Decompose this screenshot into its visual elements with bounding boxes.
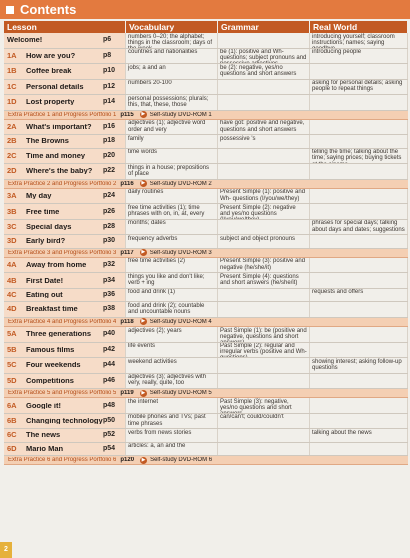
lesson-row bbox=[4, 327, 408, 343]
lesson-title: Coffee break bbox=[26, 68, 72, 75]
grammar-cell: possessive 's bbox=[218, 135, 310, 147]
lesson-page: p26 bbox=[103, 207, 116, 215]
lesson-title: How are you? bbox=[26, 52, 76, 59]
grammar-cell bbox=[218, 80, 310, 95]
lesson-page: p24 bbox=[103, 192, 116, 200]
real-world-cell bbox=[310, 95, 408, 110]
lesson-row bbox=[4, 189, 408, 205]
grammar-cell bbox=[218, 289, 310, 301]
grammar-cell bbox=[218, 33, 310, 48]
vocabulary-cell: verbs from news stories bbox=[126, 429, 218, 441]
arrow-right-icon: ▶ bbox=[141, 180, 146, 187]
vocabulary-cell: the internet bbox=[126, 398, 218, 413]
lesson-title: Away from home bbox=[26, 262, 87, 269]
lesson-number: 4A bbox=[7, 260, 17, 270]
lesson-cell[interactable] bbox=[4, 443, 126, 455]
lesson-number: 6C bbox=[7, 430, 17, 440]
lesson-cell[interactable] bbox=[4, 429, 126, 441]
lesson-page: p48 bbox=[103, 401, 116, 409]
lesson-cell[interactable] bbox=[4, 374, 126, 389]
grammar-cell: can/can't; could/couldn't bbox=[218, 414, 310, 429]
grammar-cell: Present Simple (4): questions and short answers (he/she/it) bbox=[218, 273, 310, 288]
real-world-cell: introducing people bbox=[310, 49, 408, 64]
lesson-page: p16 bbox=[103, 122, 116, 130]
lesson-cell[interactable] bbox=[4, 149, 126, 164]
lesson-page: p44 bbox=[103, 361, 116, 369]
lesson-cell[interactable] bbox=[4, 164, 126, 179]
dvd-rom-link[interactable]: Self-study DVD-ROM 5 bbox=[149, 390, 212, 397]
grammar-cell: Present Simple (3): positive and negative (he/she/it) bbox=[218, 258, 310, 273]
lesson-number: 6A bbox=[7, 400, 17, 410]
lesson-page: p40 bbox=[103, 330, 116, 338]
vocabulary-cell: things you like and don't like; verb + ing bbox=[126, 273, 218, 288]
lesson-title: First Date! bbox=[26, 277, 64, 284]
page-number: 2 bbox=[0, 542, 12, 558]
lesson-cell[interactable] bbox=[4, 80, 126, 95]
lesson-cell[interactable] bbox=[4, 120, 126, 135]
lesson-cell[interactable] bbox=[4, 135, 126, 147]
grammar-cell: have got: positive and negative, questions and short answers bbox=[218, 120, 310, 135]
real-world-cell bbox=[310, 443, 408, 455]
real-world-cell bbox=[310, 135, 408, 147]
contents-table bbox=[4, 21, 408, 465]
lesson-cell[interactable] bbox=[4, 235, 126, 247]
grammar-cell bbox=[218, 95, 310, 110]
lesson-number: 1D bbox=[7, 97, 17, 107]
lesson-row bbox=[4, 95, 408, 111]
extra-practice-row bbox=[4, 318, 408, 327]
lesson-page: p34 bbox=[103, 276, 116, 284]
lesson-title: Famous films bbox=[26, 346, 75, 353]
lesson-number: 6B bbox=[7, 416, 17, 426]
vocabulary-cell: frequency adverbs bbox=[126, 235, 218, 247]
lesson-title: Early bird? bbox=[26, 238, 66, 245]
table-header bbox=[4, 21, 408, 33]
grammar-cell: be (1): positive and Wh- questions; subject pronouns and bbox=[218, 49, 310, 64]
vocabulary-cell: countries and nationalities bbox=[126, 49, 218, 64]
vocabulary-cell: free time activities (1); time phrases with on, in, at, every bbox=[126, 204, 218, 219]
dvd-rom-link[interactable]: Self-study DVD-ROM 2 bbox=[149, 180, 212, 187]
lesson-number: 6D bbox=[7, 443, 17, 453]
lesson-number: 5C bbox=[7, 360, 17, 370]
extra-practice-row bbox=[4, 180, 408, 189]
lesson-title: Lost property bbox=[26, 99, 75, 106]
extra-practice-row bbox=[4, 389, 408, 398]
dvd-rom-link[interactable]: Self-study DVD-ROM 1 bbox=[149, 111, 212, 118]
lesson-cell[interactable] bbox=[4, 49, 126, 64]
real-world-cell: phrases for special days; talking about days and dates; suggestions bbox=[310, 220, 408, 235]
lesson-page: p28 bbox=[103, 223, 116, 231]
lesson-page: p30 bbox=[103, 237, 116, 245]
lesson-page: p20 bbox=[103, 151, 116, 159]
lesson-number: 2A bbox=[7, 121, 17, 131]
grammar-cell: Past Simple (2): regular and irregular verbs (positive and Wh- bbox=[218, 343, 310, 358]
lesson-row bbox=[4, 358, 408, 374]
grammar-cell bbox=[218, 374, 310, 389]
extra-practice-label: Extra Practice 4 and Progress Portfolio 4 bbox=[8, 318, 117, 325]
lesson-number: 4C bbox=[7, 290, 17, 300]
lesson-row bbox=[4, 343, 408, 359]
lesson-row bbox=[4, 80, 408, 96]
lesson-cell[interactable] bbox=[4, 358, 126, 373]
lesson-number: 1C bbox=[7, 81, 17, 91]
lesson-cell[interactable] bbox=[4, 220, 126, 235]
lesson-number: 1B bbox=[7, 66, 17, 76]
real-world-cell bbox=[310, 164, 408, 179]
lesson-row bbox=[4, 429, 408, 442]
lesson-number: 5D bbox=[7, 375, 17, 385]
arrow-right-icon: ▶ bbox=[141, 456, 146, 463]
grammar-cell bbox=[218, 443, 310, 455]
vocabulary-cell: daily routines bbox=[126, 189, 218, 204]
grammar-cell bbox=[218, 149, 310, 164]
vocabulary-cell: numbers 20-100 bbox=[126, 80, 218, 95]
vocabulary-cell: adjectives (3); adjectives with very, really, quite, too bbox=[126, 374, 218, 389]
vocabulary-cell: free time activities (2) bbox=[126, 258, 218, 273]
extra-practice-label: Extra Practice 6 and Progress Portfolio 6 bbox=[8, 457, 117, 464]
contents-title-bar bbox=[0, 0, 410, 19]
vocabulary-cell: family bbox=[126, 135, 218, 147]
real-world-cell: talking about the news bbox=[310, 429, 408, 441]
lesson-number: 2B bbox=[7, 136, 17, 146]
lesson-row bbox=[4, 149, 408, 165]
lesson-cell[interactable] bbox=[4, 64, 126, 79]
real-world-cell bbox=[310, 189, 408, 204]
lesson-title: The Browns bbox=[26, 138, 69, 145]
lesson-number: 5A bbox=[7, 329, 17, 339]
vocabulary-cell: articles: a, an and the bbox=[126, 443, 218, 455]
lesson-page: p10 bbox=[103, 67, 116, 75]
lesson-number: 4D bbox=[7, 304, 17, 314]
vocabulary-cell: food and drink (1) bbox=[126, 289, 218, 301]
lesson-title: The news bbox=[26, 432, 61, 439]
real-world-cell: showing interest; asking follow-up questions bbox=[310, 358, 408, 373]
lesson-row bbox=[4, 258, 408, 274]
lesson-row bbox=[4, 374, 408, 390]
lesson-cell[interactable] bbox=[4, 33, 126, 48]
real-world-cell bbox=[310, 398, 408, 413]
extra-practice-label: Extra Practice 5 and Progress Portfolio 5 bbox=[8, 390, 117, 397]
lesson-title: Breakfast time bbox=[26, 306, 78, 313]
lesson-page: p36 bbox=[103, 291, 116, 299]
lesson-row bbox=[4, 220, 408, 236]
lesson-page: p12 bbox=[103, 82, 116, 90]
lesson-cell[interactable] bbox=[4, 327, 126, 342]
real-world-cell: telling the time; talking about the time; saying prices; buying tickets bbox=[310, 149, 408, 164]
dvd-rom-link[interactable]: Self-study DVD-ROM 6 bbox=[150, 457, 213, 464]
extra-practice-page: p115 bbox=[120, 111, 134, 118]
lesson-cell[interactable] bbox=[4, 273, 126, 288]
lesson-row bbox=[4, 273, 408, 289]
grammar-cell bbox=[218, 302, 310, 317]
real-world-cell: asking for personal details; asking people to repeat things bbox=[310, 80, 408, 95]
lesson-number: 3C bbox=[7, 222, 17, 232]
vocabulary-cell: food and drink (2); countable and uncountable nouns bbox=[126, 302, 218, 317]
real-world-cell bbox=[310, 302, 408, 317]
extra-practice-label: Extra Practice 3 and Progress Portfolio 3 bbox=[8, 249, 117, 256]
real-world-cell bbox=[310, 374, 408, 389]
real-world-cell bbox=[310, 120, 408, 135]
grammar-cell: Past Simple (1): be (positive and negative, questions and short bbox=[218, 327, 310, 342]
lesson-cell[interactable] bbox=[4, 302, 126, 317]
real-world-cell bbox=[310, 258, 408, 273]
header-real-world: Real World bbox=[310, 21, 408, 33]
lesson-number: 1A bbox=[7, 50, 17, 60]
extra-practice-page: p117 bbox=[120, 249, 134, 256]
lesson-cell[interactable] bbox=[4, 204, 126, 219]
lesson-title: Eating out bbox=[26, 292, 63, 299]
real-world-cell bbox=[310, 64, 408, 79]
arrow-right-icon: ▶ bbox=[141, 249, 146, 256]
lesson-title: What's important? bbox=[26, 123, 92, 131]
lesson-page: p50 bbox=[103, 417, 116, 425]
lesson-row bbox=[4, 49, 408, 65]
header-lesson: Lesson bbox=[4, 21, 126, 33]
extra-practice-page: p118 bbox=[120, 318, 134, 325]
vocabulary-cell: weekend activities bbox=[126, 358, 218, 373]
grammar-cell: subject and object pronouns bbox=[218, 235, 310, 247]
page-title: Contents bbox=[20, 2, 77, 17]
dvd-rom-link[interactable]: Self-study DVD-ROM 3 bbox=[149, 249, 212, 256]
real-world-cell: requests and offers bbox=[310, 289, 408, 301]
grammar-cell bbox=[218, 164, 310, 179]
lesson-row bbox=[4, 398, 408, 414]
extra-practice-page: p116 bbox=[120, 180, 134, 187]
lesson-page: p54 bbox=[103, 444, 116, 452]
grammar-cell bbox=[218, 358, 310, 373]
vocabulary-cell: things in a house; prepositions of place bbox=[126, 164, 218, 179]
lesson-title: Four weekends bbox=[26, 362, 81, 369]
lesson-number: 3B bbox=[7, 206, 17, 216]
lesson-number: 3A bbox=[7, 191, 17, 201]
lesson-page: p46 bbox=[103, 376, 116, 384]
lesson-cell[interactable] bbox=[4, 189, 126, 204]
lesson-cell[interactable] bbox=[4, 343, 126, 358]
lesson-cell[interactable] bbox=[4, 289, 126, 301]
vocabulary-cell: mobile phones and TVs; past time phrases bbox=[126, 414, 218, 429]
lesson-row bbox=[4, 120, 408, 136]
lesson-row bbox=[4, 289, 408, 302]
lesson-title: Special days bbox=[26, 224, 72, 231]
lesson-page: p14 bbox=[103, 98, 116, 106]
arrow-right-icon: ▶ bbox=[141, 111, 146, 118]
lesson-page: p6 bbox=[103, 36, 112, 44]
extra-practice-row bbox=[4, 456, 408, 465]
lesson-page: p52 bbox=[103, 431, 116, 439]
lesson-row bbox=[4, 302, 408, 318]
lesson-row bbox=[4, 414, 408, 430]
real-world-cell bbox=[310, 327, 408, 342]
lesson-row bbox=[4, 204, 408, 220]
lesson-title: My day bbox=[26, 193, 52, 200]
grammar-cell bbox=[218, 429, 310, 441]
real-world-cell bbox=[310, 204, 408, 219]
lesson-title: Where's the baby? bbox=[26, 168, 93, 175]
lesson-page: p32 bbox=[103, 261, 116, 269]
real-world-cell bbox=[310, 273, 408, 288]
arrow-right-icon: ▶ bbox=[141, 389, 146, 396]
extra-practice-row bbox=[4, 249, 408, 258]
lesson-row bbox=[4, 64, 408, 80]
title-square-icon bbox=[6, 6, 14, 14]
real-world-cell: introducing yourself; classroom instructions; names; saying bbox=[310, 33, 408, 48]
dvd-rom-link[interactable]: Self-study DVD-ROM 4 bbox=[149, 318, 212, 325]
grammar-cell: be (2): negative, yes/no questions and short answers bbox=[218, 64, 310, 79]
arrow-right-icon: ▶ bbox=[141, 318, 146, 325]
vocabulary-cell: life events bbox=[126, 343, 218, 358]
grammar-cell: Present Simple (2): negative and yes/no questions bbox=[218, 204, 310, 219]
lesson-title: Changing technology bbox=[26, 418, 103, 425]
table-body bbox=[4, 33, 408, 465]
lesson-title: Mario Man bbox=[26, 445, 64, 452]
real-world-cell bbox=[310, 343, 408, 358]
vocabulary-cell: months; dates bbox=[126, 220, 218, 235]
extra-practice-label: Extra Practice 2 and Progress Portfolio 2 bbox=[8, 180, 117, 187]
lesson-row bbox=[4, 235, 408, 248]
grammar-cell: Present Simple (1): positive and Wh- questions (I/you/we/they) bbox=[218, 189, 310, 204]
lesson-title: Competitions bbox=[26, 377, 74, 384]
lesson-title: Personal details bbox=[26, 83, 84, 90]
vocabulary-cell: personal possessions; plurals; this, that, these, those bbox=[126, 95, 218, 110]
lesson-title: Google it! bbox=[26, 402, 61, 409]
vocabulary-cell: time words bbox=[126, 149, 218, 164]
lesson-number: 2D bbox=[7, 166, 17, 176]
lesson-title: Three generations bbox=[26, 331, 92, 338]
vocabulary-cell: adjectives (2); years bbox=[126, 327, 218, 342]
lesson-row bbox=[4, 33, 408, 49]
lesson-number: 4B bbox=[7, 275, 17, 285]
vocabulary-cell: adjectives (1); adjective word order and very bbox=[126, 120, 218, 135]
lesson-page: p42 bbox=[103, 345, 116, 353]
lesson-number: 2C bbox=[7, 150, 17, 160]
real-world-cell bbox=[310, 235, 408, 247]
extra-practice-row bbox=[4, 111, 408, 120]
lesson-row bbox=[4, 164, 408, 180]
lesson-row bbox=[4, 443, 408, 456]
vocabulary-cell: numbers 0–20; the alphabet; things in the classroom; days of bbox=[126, 33, 218, 48]
lesson-cell[interactable] bbox=[4, 258, 126, 273]
lesson-number: 5B bbox=[7, 344, 17, 354]
lesson-row bbox=[4, 135, 408, 148]
lesson-title: Time and money bbox=[26, 152, 86, 159]
lesson-page: p38 bbox=[103, 305, 116, 313]
lesson-cell[interactable] bbox=[4, 95, 126, 110]
real-world-cell bbox=[310, 414, 408, 429]
extra-practice-page: p119 bbox=[120, 390, 134, 397]
grammar-cell bbox=[218, 220, 310, 235]
extra-practice-page: p120 bbox=[120, 457, 135, 464]
lesson-title: Welcome! bbox=[7, 37, 43, 44]
lesson-number: 3D bbox=[7, 236, 17, 246]
lesson-page: p18 bbox=[103, 137, 116, 145]
lesson-cell[interactable] bbox=[4, 414, 126, 429]
header-vocabulary: Vocabulary bbox=[126, 21, 218, 33]
lesson-page: p22 bbox=[103, 167, 116, 175]
lesson-title: Free time bbox=[26, 208, 60, 215]
grammar-cell: Past Simple (3): negative, yes/no questions and short bbox=[218, 398, 310, 413]
extra-practice-label: Extra Practice 1 and Progress Portfolio 1 bbox=[8, 111, 117, 118]
header-grammar: Grammar bbox=[218, 21, 310, 33]
vocabulary-cell: jobs; a and an bbox=[126, 64, 218, 79]
lesson-cell[interactable] bbox=[4, 398, 126, 413]
lesson-page: p8 bbox=[103, 51, 112, 59]
